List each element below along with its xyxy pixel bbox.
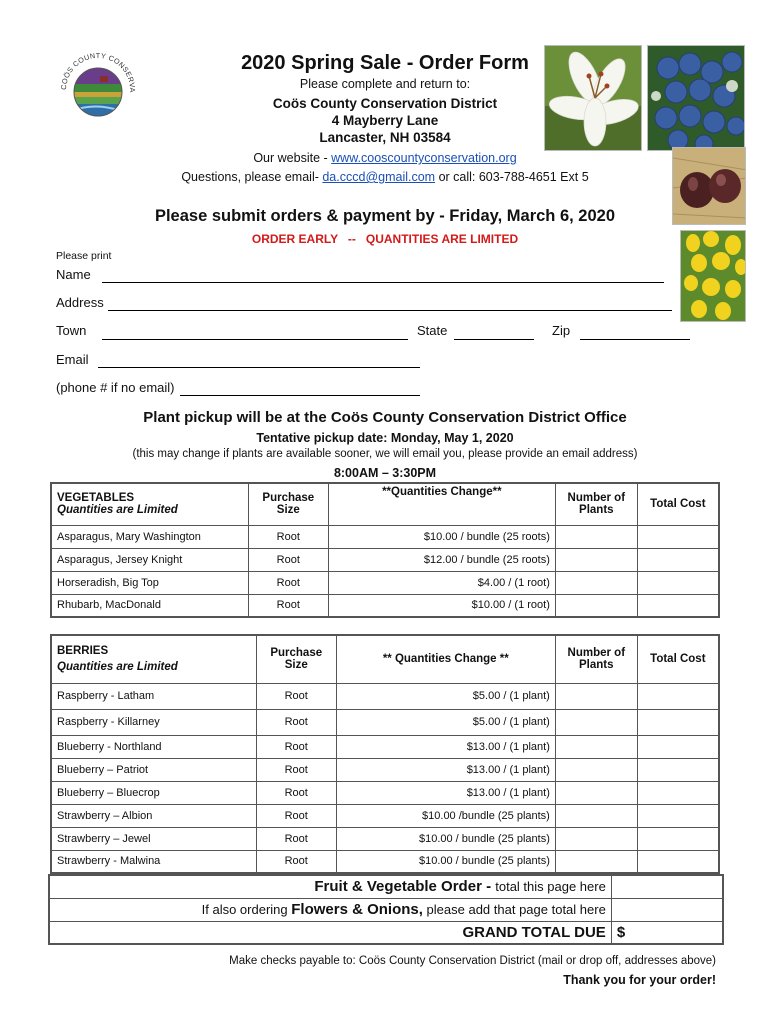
vegetables-title: VEGETABLES bbox=[57, 492, 135, 505]
table-row bbox=[51, 781, 719, 804]
berries-size-header: Purchase Size bbox=[256, 635, 336, 683]
total-input[interactable] bbox=[637, 683, 719, 709]
item-size: Root bbox=[256, 850, 336, 873]
item-name: Strawberry – Albion bbox=[51, 804, 256, 827]
table-row bbox=[51, 594, 719, 617]
item-price: $5.00 / (1 plant) bbox=[336, 683, 555, 709]
item-name: Strawberry – Jewel bbox=[51, 827, 256, 850]
address-field[interactable] bbox=[108, 310, 672, 311]
item-price: $10.00 / (1 root) bbox=[328, 594, 555, 617]
item-name: Raspberry - Latham bbox=[51, 683, 256, 709]
pickup-hours: 8:00AM – 3:30PM bbox=[333, 466, 437, 480]
state-field[interactable] bbox=[454, 339, 534, 340]
vegetables-size-header: Purchase Size bbox=[248, 483, 328, 525]
table-row bbox=[51, 683, 719, 709]
fruit-total-label bbox=[49, 875, 611, 898]
quantity-input[interactable] bbox=[555, 594, 637, 617]
vegetables-title-cell bbox=[51, 483, 248, 525]
berries-qty-header: ** Quantities Change ** bbox=[336, 635, 555, 683]
flowers-total-input[interactable] bbox=[611, 898, 723, 921]
item-price: $13.00 / (1 plant) bbox=[336, 735, 555, 758]
quantity-input[interactable] bbox=[555, 683, 637, 709]
item-name: Blueberry – Patriot bbox=[51, 758, 256, 781]
grand-total-input[interactable] bbox=[611, 921, 723, 944]
berries-total-header: Total Cost bbox=[637, 635, 719, 683]
total-input[interactable] bbox=[637, 781, 719, 804]
berries-number-header: Number of Plants bbox=[555, 635, 637, 683]
item-size: Root bbox=[256, 804, 336, 827]
phone-text: or call: 603-788-4651 Ext 5 bbox=[435, 170, 589, 184]
berries-title: BERRIES bbox=[57, 645, 109, 658]
item-size: Root bbox=[256, 683, 336, 709]
please-print-note: Please print bbox=[56, 250, 112, 262]
return-instruction: Please complete and return to: bbox=[299, 77, 471, 91]
total-input[interactable] bbox=[637, 571, 719, 594]
logo-text: COÖS COUNTY CONSERVA bbox=[58, 50, 138, 93]
org-address-2: Lancaster, NH 03584 bbox=[319, 130, 451, 145]
fruit-total-row bbox=[49, 875, 723, 898]
town-field[interactable] bbox=[102, 339, 408, 340]
item-size: Root bbox=[248, 548, 328, 571]
name-label: Name bbox=[56, 267, 91, 282]
pickup-date: Tentative pickup date: Monday, May 1, 2020 bbox=[256, 431, 514, 445]
vegetables-number-header: Number of Plants bbox=[555, 483, 637, 525]
item-price: $10.00 / bundle (25 plants) bbox=[336, 850, 555, 873]
org-address-1: 4 Mayberry Lane bbox=[331, 113, 439, 128]
fruit-total-text: total this page here bbox=[495, 879, 606, 895]
item-name: Horseradish, Big Top bbox=[51, 571, 248, 594]
thank-you-note: Thank you for your order! bbox=[563, 973, 716, 987]
dollar-sign: $ bbox=[616, 923, 626, 941]
total-input[interactable] bbox=[637, 709, 719, 735]
zip-label: Zip bbox=[552, 323, 571, 338]
item-name: Asparagus, Jersey Knight bbox=[51, 548, 248, 571]
table-row bbox=[51, 758, 719, 781]
flowers-total-text: please add that page total here bbox=[422, 902, 606, 917]
table-row bbox=[51, 571, 719, 594]
table-row bbox=[51, 548, 719, 571]
item-name: Strawberry - Malwina bbox=[51, 850, 256, 873]
berries-subtitle: Quantities are Limited bbox=[57, 661, 178, 674]
quantity-input[interactable] bbox=[555, 571, 637, 594]
item-size: Root bbox=[248, 525, 328, 548]
vegetables-header-row bbox=[51, 483, 719, 525]
phone-field[interactable] bbox=[180, 395, 420, 396]
item-size: Root bbox=[256, 709, 336, 735]
state-label: State bbox=[417, 323, 448, 338]
item-price: $13.00 / (1 plant) bbox=[336, 758, 555, 781]
table-row bbox=[51, 850, 719, 873]
website-line bbox=[140, 151, 630, 165]
vegetables-subtitle: Quantities are Limited bbox=[57, 504, 178, 517]
berries-header-row bbox=[51, 635, 719, 683]
zip-field[interactable] bbox=[580, 339, 690, 340]
item-name: Blueberry - Northland bbox=[51, 735, 256, 758]
total-input[interactable] bbox=[637, 735, 719, 758]
item-price: $10.00 /bundle (25 plants) bbox=[336, 804, 555, 827]
website-label: Our website - bbox=[253, 151, 332, 165]
item-size: Root bbox=[256, 827, 336, 850]
order-early-notice: ORDER EARLY -- QUANTITIES ARE LIMITED bbox=[251, 232, 519, 246]
address-label: Address bbox=[56, 295, 104, 310]
deadline-heading: Please submit orders & payment by - Friday, March 6, 2020 bbox=[154, 207, 616, 225]
phone-label: (phone # if no email) bbox=[56, 380, 175, 395]
table-row bbox=[51, 735, 719, 758]
item-price: $4.00 / (1 root) bbox=[328, 571, 555, 594]
flowers-total-row bbox=[49, 898, 723, 921]
table-row bbox=[51, 804, 719, 827]
item-price: $12.00 / bundle (25 roots) bbox=[328, 548, 555, 571]
quantity-input[interactable] bbox=[555, 735, 637, 758]
pickup-note: (this may change if plants are available sooner, we will email you, please provide an email address) bbox=[132, 448, 638, 460]
flowers-total-label bbox=[49, 898, 611, 921]
fruit-total-input[interactable] bbox=[611, 875, 723, 898]
quantity-input[interactable] bbox=[555, 758, 637, 781]
total-input[interactable] bbox=[637, 804, 719, 827]
district-logo bbox=[52, 40, 144, 132]
item-size: Root bbox=[248, 571, 328, 594]
grand-total-label: GRAND TOTAL DUE bbox=[49, 921, 611, 944]
quantity-input[interactable] bbox=[555, 548, 637, 571]
item-name: Rhubarb, MacDonald bbox=[51, 594, 248, 617]
total-input[interactable] bbox=[637, 594, 719, 617]
item-name: Asparagus, Mary Washington bbox=[51, 525, 248, 548]
email-label: Email bbox=[56, 352, 89, 367]
onions-photo bbox=[672, 147, 746, 225]
form-title: 2020 Spring Sale - Order Form bbox=[241, 52, 529, 74]
table-row bbox=[51, 827, 719, 850]
total-input[interactable] bbox=[637, 850, 719, 873]
totals-table bbox=[48, 874, 724, 945]
item-price: $10.00 / bundle (25 roots) bbox=[328, 525, 555, 548]
item-price: $10.00 / bundle (25 plants) bbox=[336, 827, 555, 850]
org-name: Coös County Conservation District bbox=[272, 96, 498, 111]
table-row bbox=[51, 525, 719, 548]
yellow-flowers-photo bbox=[680, 230, 746, 322]
town-label: Town bbox=[56, 323, 87, 338]
vegetables-qty-header: **Quantities Change** bbox=[328, 483, 555, 525]
vegetables-total-header: Total Cost bbox=[637, 483, 719, 525]
quantity-input[interactable] bbox=[555, 781, 637, 804]
flowers-total-prefix: If also ordering bbox=[201, 902, 292, 917]
fruit-total-bold: Fruit & Vegetable Order - bbox=[314, 878, 496, 896]
quantity-input[interactable] bbox=[555, 525, 637, 548]
email-field[interactable] bbox=[98, 367, 420, 368]
quantity-input[interactable] bbox=[555, 709, 637, 735]
checks-payable-note: Make checks payable to: Coös County Conservation District (mail or drop off, addresses above) bbox=[229, 955, 716, 967]
pickup-heading: Plant pickup will be at the Coös County Conservation District Office bbox=[143, 409, 627, 426]
email-link[interactable]: da.cccd@gmail.com bbox=[322, 170, 436, 184]
flowers-total-bold: Flowers & Onions, bbox=[291, 901, 423, 918]
total-input[interactable] bbox=[637, 525, 719, 548]
questions-line bbox=[120, 170, 650, 184]
item-name: Raspberry - Killarney bbox=[51, 709, 256, 735]
berries-title-cell bbox=[51, 635, 256, 683]
total-input[interactable] bbox=[637, 758, 719, 781]
quantity-input[interactable] bbox=[555, 827, 637, 850]
item-price: $5.00 / (1 plant) bbox=[336, 709, 555, 735]
berries-table bbox=[50, 634, 720, 874]
name-field[interactable] bbox=[102, 282, 664, 283]
website-link[interactable]: www.cooscountyconservation.org bbox=[331, 151, 517, 165]
grand-total-row bbox=[49, 921, 723, 944]
item-size: Root bbox=[256, 735, 336, 758]
table-row bbox=[51, 709, 719, 735]
item-size: Root bbox=[256, 781, 336, 804]
questions-label: Questions, please email- bbox=[181, 170, 323, 184]
quantity-input[interactable] bbox=[555, 850, 637, 873]
item-size: Root bbox=[256, 758, 336, 781]
quantity-input[interactable] bbox=[555, 804, 637, 827]
vegetables-table bbox=[50, 482, 720, 618]
total-input[interactable] bbox=[637, 548, 719, 571]
item-name: Blueberry – Bluecrop bbox=[51, 781, 256, 804]
blueberries-photo bbox=[647, 45, 745, 151]
item-size: Root bbox=[248, 594, 328, 617]
total-input[interactable] bbox=[637, 827, 719, 850]
item-price: $13.00 / (1 plant) bbox=[336, 781, 555, 804]
